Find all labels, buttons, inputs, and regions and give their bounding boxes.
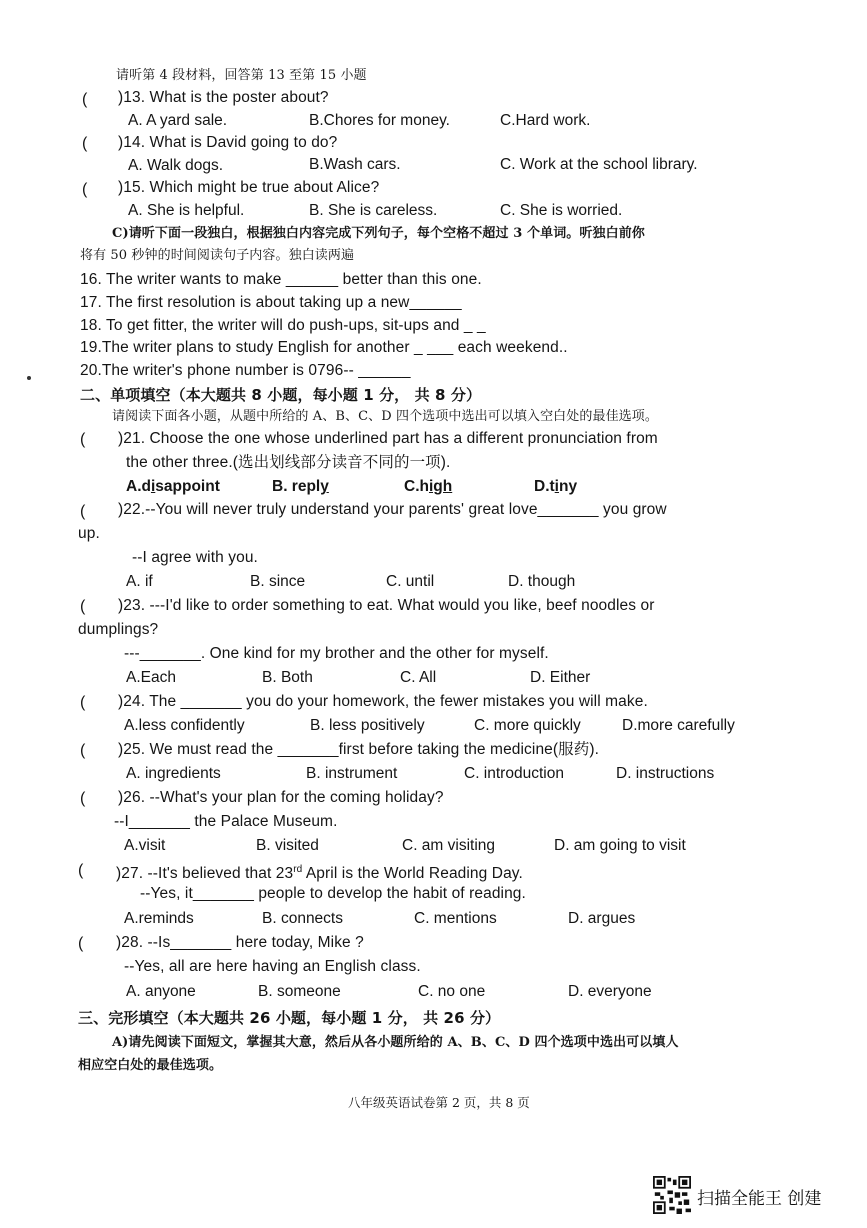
answer-paren-26: ( <box>80 790 86 807</box>
question-27-line-2: --Yes, it_______ people to develop the habit of reading. <box>140 885 526 902</box>
question-24-line-1: )24. The _______ you do your homework, the fewer mistakes you will make. <box>118 693 648 710</box>
q27-option-d: D. argues <box>568 910 636 927</box>
q22-option-a: A. if <box>126 573 153 590</box>
q24-option-b: B. less positively <box>310 717 425 734</box>
qr-code-icon <box>653 1176 691 1214</box>
question-26-line-2: --I_______ the Palace Museum. <box>114 813 338 830</box>
part-c-instruction-2: 将有 50 秒钟的时间阅读句子内容。独白读两遍 <box>80 248 355 263</box>
q22-option-b: B. since <box>250 573 306 590</box>
question-28-line-1: )28. --Is_______ here today, Mike ? <box>116 934 364 951</box>
question-21-line-1: )21. Choose the one whose underlined part has a different pronunciation from <box>118 430 658 447</box>
answer-paren-13: ( <box>82 91 88 108</box>
question-27-line-1: )27. --It's believed that 23rd April is the World Reading Day. <box>116 864 523 883</box>
question-23-line-3: ---_______. One kind for my brother and the other for myself. <box>124 645 549 662</box>
q13-option-b: B.Chores for money. <box>309 112 450 129</box>
q27-option-a: A.reminds <box>124 910 194 927</box>
question-23-line-2: dumplings? <box>78 621 159 638</box>
q15-option-a: A. She is helpful. <box>128 202 245 219</box>
sentence-16: 16. The writer wants to make ______ better than this one. <box>80 271 482 288</box>
q23-option-a: A.Each <box>126 669 176 686</box>
answer-paren-25: ( <box>80 742 86 759</box>
q15-option-c: C. She is worried. <box>500 202 623 219</box>
section-2-title: 二、单项填空（本大题共 8 小题，每小题 1 分， 共 8 分） <box>80 386 482 404</box>
q24-option-a: A.less confidently <box>124 717 245 734</box>
q23-option-b: B. Both <box>262 669 313 686</box>
q26-option-a: A.visit <box>124 837 166 854</box>
answer-paren-27: ( <box>78 862 84 879</box>
q21-option-b: B. reply <box>272 478 329 495</box>
answer-paren-21: ( <box>80 431 86 448</box>
question-26-line-1: )26. --What's your plan for the coming holiday? <box>118 789 444 806</box>
q28-option-a: A. anyone <box>126 983 196 1000</box>
answer-paren-14: ( <box>82 135 88 152</box>
q28-option-d: D. everyone <box>568 983 652 1000</box>
answer-paren-23: ( <box>80 598 86 615</box>
question-25-line-1: )25. We must read the _______first before taking the medicine(服药). <box>118 741 600 758</box>
section-3-instruction-1: A)请先阅读下面短文，掌握其大意，然后从各小题所给的 A、B、C、D 四个选项中选出可以填人 <box>112 1035 679 1050</box>
answer-paren-24: ( <box>80 694 86 711</box>
section-2-instruction: 请阅读下面各小题，从题中所给的 A、B、C、D 四个选项中选出可以填入空白处的最佳选项。 <box>112 409 658 424</box>
q27-option-b: B. connects <box>262 910 343 927</box>
sentence-17: 17. The first resolution is about taking up a new______ <box>80 294 462 311</box>
part-c-instruction-1: C)请听下面一段独白，根据独白内容完成下列句子，每个空格不超过 3 个单词。听独白前你 <box>112 226 645 241</box>
q26-option-b: B. visited <box>256 837 319 854</box>
question-14: )14. What is David going to do? <box>118 134 338 151</box>
question-28-line-2: --Yes, all are here having an English class. <box>124 958 421 975</box>
q28-option-b: B. someone <box>258 983 341 1000</box>
part-a-instruction: 请听第 4 段材料，回答第 13 至第 15 小题 <box>116 68 367 83</box>
page-footer: 八年级英语试卷第 2 页，共 8 页 <box>348 1095 530 1110</box>
q25-option-d: D. instructions <box>616 765 715 782</box>
q21-option-c: C.high <box>404 478 453 495</box>
question-15: )15. Which might be true about Alice? <box>118 179 380 196</box>
q24-option-c: C. more quickly <box>474 717 581 734</box>
q24-option-d: D.more carefully <box>622 717 735 734</box>
q26-option-c: C. am visiting <box>402 837 496 854</box>
question-21-line-2: the other three.(选出划线部分读音不同的一项). <box>126 454 451 471</box>
section-3-instruction-2: 相应空白处的最佳选项。 <box>78 1058 223 1073</box>
q26-option-d: D. am going to visit <box>554 837 686 854</box>
q23-option-c: C. All <box>400 669 437 686</box>
question-22-line-3: --I agree with you. <box>132 549 258 566</box>
answer-paren-15: ( <box>82 181 88 198</box>
q23-option-d: D. Either <box>530 669 591 686</box>
q27-option-c: C. mentions <box>414 910 497 927</box>
question-22-line-1: )22.--You will never truly understand your parents' great love_______ you grow <box>118 501 667 518</box>
q14-option-c: C. Work at the school library. <box>500 156 698 173</box>
sentence-20: 20.The writer's phone number is 0796-- ______ <box>80 362 411 379</box>
answer-paren-28: ( <box>78 935 84 952</box>
question-22-line-2: up. <box>78 525 100 542</box>
sentence-19: 19.The writer plans to study English for another _ ___ each weekend.. <box>80 339 568 356</box>
q21-option-d: D.tiny <box>534 478 578 495</box>
q13-option-c: C.Hard work. <box>500 112 591 129</box>
watermark-text: 扫描全能王 创建 <box>697 1189 822 1209</box>
question-23-line-1: )23. ---I'd like to order something to eat. What would you like, beef noodles or <box>118 597 655 614</box>
q25-option-b: B. instrument <box>306 765 398 782</box>
q25-option-a: A. ingredients <box>126 765 221 782</box>
q22-option-d: D. though <box>508 573 576 590</box>
q21-option-a: A.disappoint <box>126 478 220 495</box>
q13-option-a: A. A yard sale. <box>128 112 228 129</box>
q25-option-c: C. introduction <box>464 765 564 782</box>
q15-option-b: B. She is careless. <box>309 202 438 219</box>
question-13: )13. What is the poster about? <box>118 89 329 106</box>
q22-option-c: C. until <box>386 573 435 590</box>
section-3-title: 三、完形填空（本大题共 26 小题，每小题 1 分， 共 26 分） <box>78 1009 501 1027</box>
q28-option-c: C. no one <box>418 983 486 1000</box>
answer-paren-22: ( <box>80 503 86 520</box>
q14-option-a: A. Walk dogs. <box>128 157 224 174</box>
q14-option-b: B.Wash cars. <box>309 156 401 173</box>
sentence-18: 18. To get fitter, the writer will do push-ups, sit-ups and _ _ <box>80 317 486 334</box>
